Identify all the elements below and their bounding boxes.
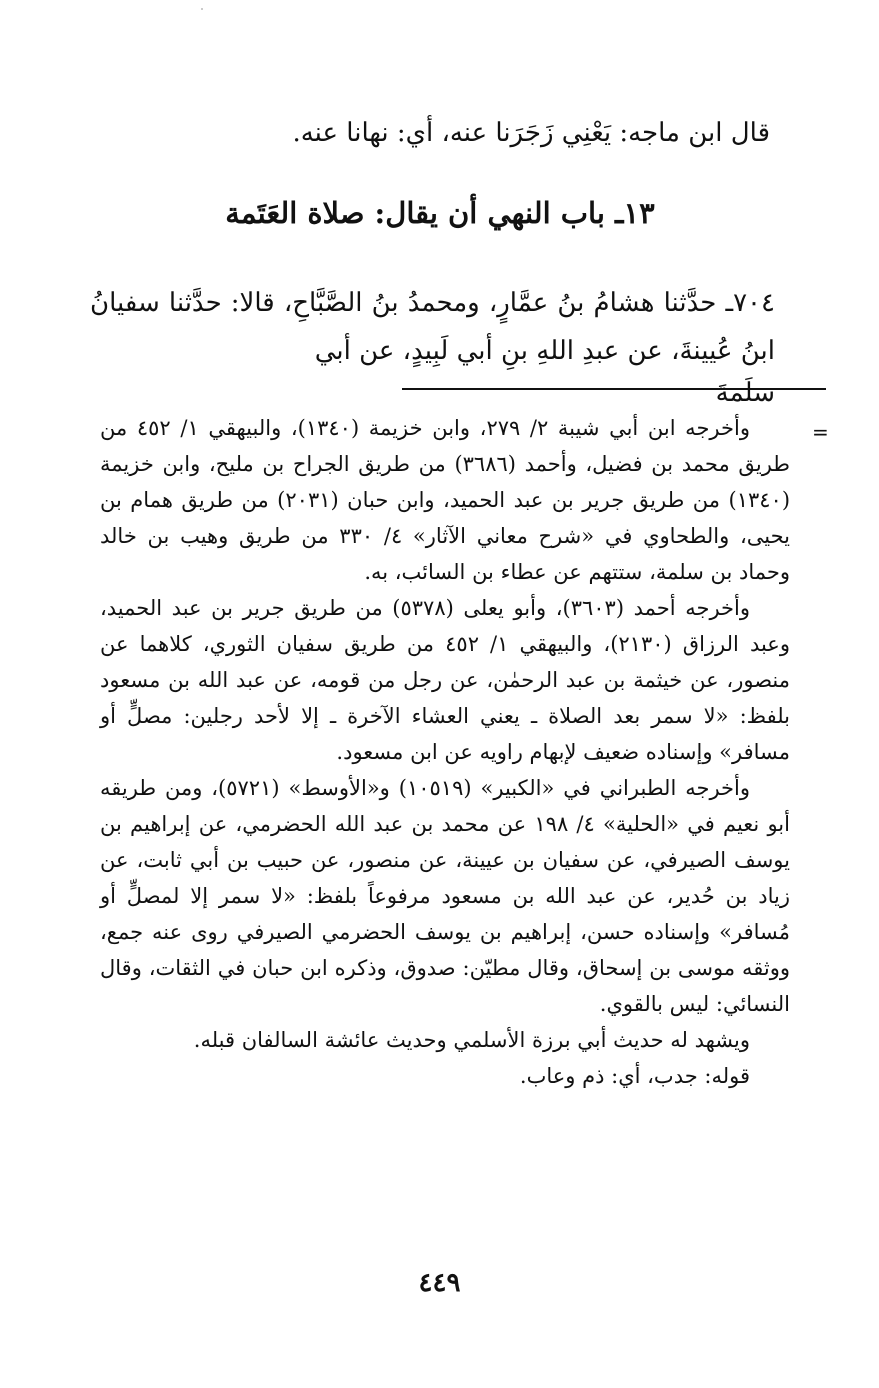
hadith-line-1: ٧٠٤ـ حدَّثنا هشامُ بنُ عمَّارٍ، ومحمدُ بنُ الصَّبَّاحِ، قالا: حدَّثنا سفيانُ (90, 288, 775, 318)
footnote-separator (402, 388, 826, 390)
footnotes (100, 410, 790, 1094)
chapter-heading: ١٣ـ باب النهي أن يقال: صلاة العَتَمة (225, 196, 655, 230)
footnote-paragraph: ويشهد له حديث أبي برزة الأسلمي وحديث عائشة السالفان قبله. (193, 1028, 750, 1052)
hadith-line-2: ابنُ عُيينةَ، عن عبدِ اللهِ بنِ أبي لَبِيدٍ، عن أبي سلَمةَ (314, 336, 775, 408)
footnote-continuation-marker: = (812, 420, 829, 444)
top-note: قال ابن ماجه: يَعْنِي زَجَرَنا عنه، أي: نهانا عنه. (292, 118, 770, 148)
footnote-paragraph: قوله: جدب، أي: ذم وعاب. (519, 1064, 750, 1088)
footnote-paragraph: وأخرجه ابن أبي شيبة ٢/ ٢٧٩، وابن خزيمة (١٣٤٠)، والبيهقي ١/ ٤٥٢ من طريق محمد بن فضيل، وأحمد (٣٦٨٦) من طريق الجراح بن مليح، وابن خزيمة (١٣٤٠) من طريق جرير بن عبد الحميد، وابن حبان (٢٠٣١) من طريق همام بن يحيى، والطحاوي في «شرح معاني الآثار» ٤/ ٣٣٠ من طريق وهيب بن خالد وحماد بن سلمة، ستتهم عن عطاء بن السائب، به. (100, 416, 791, 584)
footnote-paragraph: وأخرجه أحمد (٣٦٠٣)، وأبو يعلى (٥٣٧٨) من طريق جرير بن عبد الحميد، وعبد الرزاق (٢١٣٠)، والبيهقي ١/ ٤٥٢ من طريق سفيان الثوري، كلاهما عن منصور، عن خيثمة بن عبد الرحمٰن، عن رجل من قومه، عن عبد الله بن مسعود بلفظ: «لا سمر بعد الصلاة ـ يعني العشاء الآخرة ـ إلا لأحد رجلين: مصلٍّ أو مسافر» وإسناده ضعيف لإبهام راويه عن ابن مسعود. (100, 596, 790, 764)
footnote-paragraph: وأخرجه الطبراني في «الكبير» (١٠٥١٩) و«الأوسط» (٥٧٢١)، ومن طريقه أبو نعيم في «الحلية» ٤/ ١٩٨ عن محمد بن عبد الله الحضرمي، عن إبراهيم بن يوسف الصيرفي، عن سفيان بن عيينة، عن منصور، عن حبيب بن أبي ثابت، عن زياد بن حُدير، عن عبد الله بن مسعود مرفوعاً بلفظ: «لا سمر إلا لمصلٍّ أو مُسافر» وإسناده حسن، إبراهيم بن يوسف الحضرمي الصيرفي روى عنه جمع، ووثقه موسى بن إسحاق، وقال مطيّن: صدوق، وذكره ابن حبان في الثقات، وقال النسائي: ليس بالقوي. (100, 776, 790, 1016)
page-number: ٤٤٩ (418, 1268, 461, 1298)
scan-speck (201, 8, 203, 10)
